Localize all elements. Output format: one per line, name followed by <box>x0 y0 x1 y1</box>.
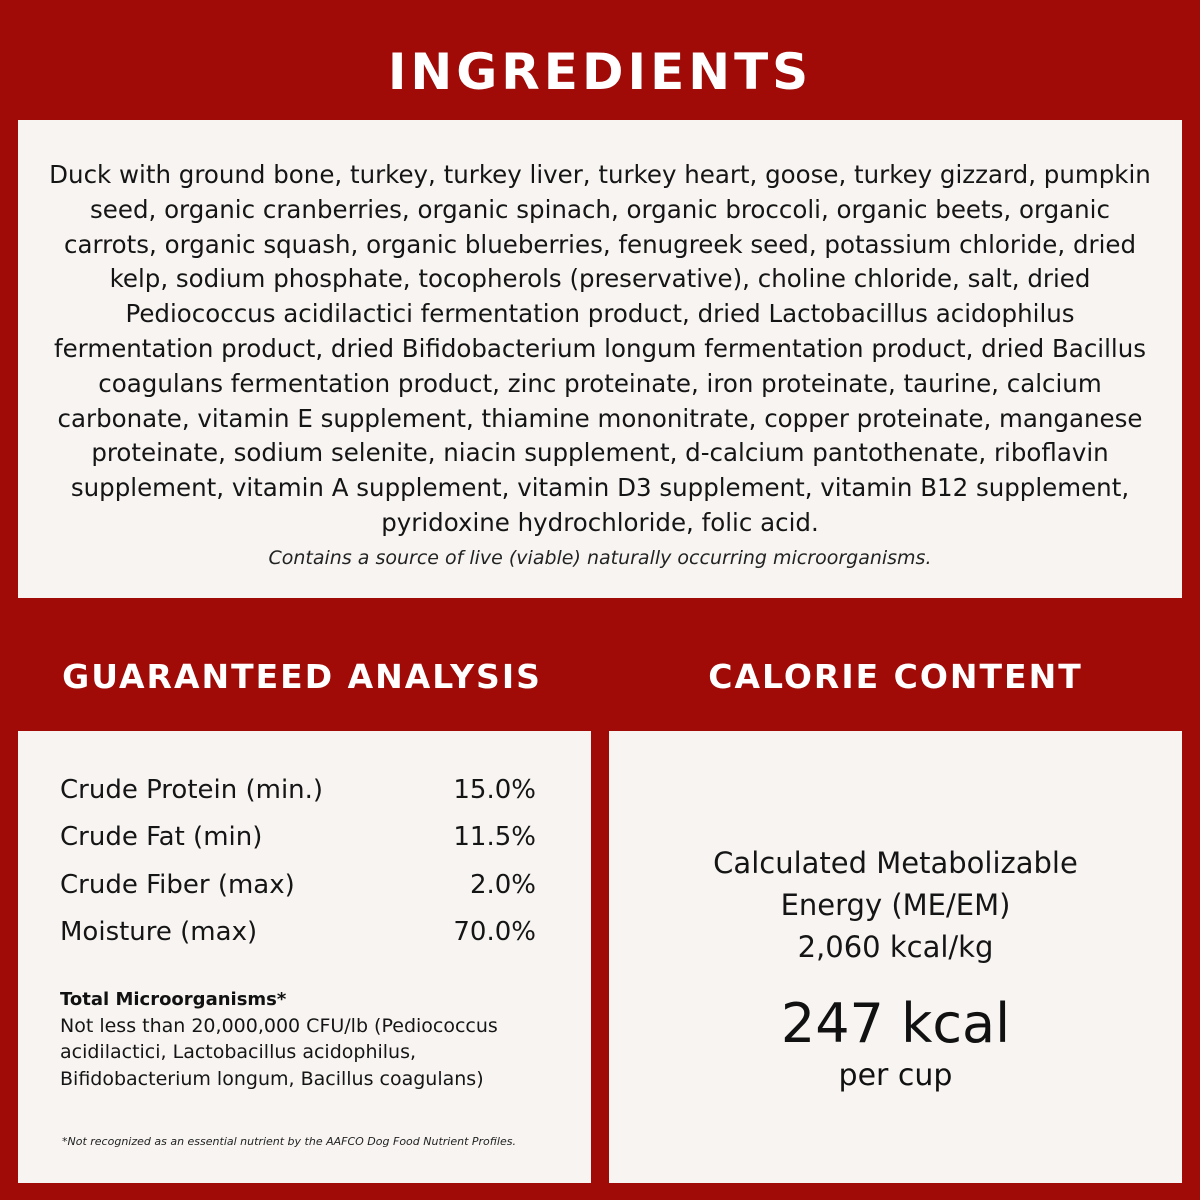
analysis-row-protein <box>60 767 536 814</box>
analysis-label: Moisture (max) <box>60 917 258 948</box>
analysis-row-moisture <box>60 909 536 956</box>
calorie-unit: per cup <box>838 1058 953 1093</box>
analysis-value: 2.0% <box>469 869 536 900</box>
analysis-row-fat <box>60 814 536 861</box>
analysis-label: Crude Fat (min) <box>60 822 263 853</box>
calorie-per-kg: 2,060 kcal/kg <box>797 930 994 964</box>
aafco-footnote: *Not recognized as an essential nutrient by the AAFCO Dog Food Nutrient Profiles. <box>62 1135 516 1148</box>
ingredients-note: Contains a source of live (viable) naturally occurring microorganisms. <box>268 546 932 569</box>
calorie-description-line: Calculated Metabolizable <box>713 846 1078 880</box>
analysis-value: 11.5% <box>453 822 536 853</box>
calorie-value: 247 kcal <box>780 992 1011 1055</box>
calorie-description-line: Energy (ME/EM) <box>780 888 1011 922</box>
calorie-description <box>609 842 1182 968</box>
ingredients-title: INGREDIENTS <box>387 43 813 101</box>
ingredients-list: Duck with ground bone, turkey, turkey liver, turkey heart, goose, turkey gizzard, pumpkin seed, organic cranberries, organic spinach, organic broccoli, organic beets, organic carrots, organic squash, organic blueberries, fenugreek seed, potassium chloride, dried kelp, sodium phosphate, tocopherols (preservative), choline chloride, salt, dried Pediococcus acidilactici fermentation product, dried Lactobacillus acidophilus fermentation product, dried Bifidobacterium longum fermentation product, dried Bacillus coagulans fermentation product, zinc proteinate, iron proteinate, taurine, calcium carbonate, vitamin E supplement, thiamine mononitrate, copper proteinate, manganese proteinate, sodium selenite, niacin supplement, d-calcium pantothenate, riboflavin supplement, vitamin A supplement, vitamin D3 supplement, vitamin B12 supplement, pyridoxine hydrochloride, folic acid. <box>49 160 1151 537</box>
microorganisms-text: Not less than 20,000,000 CFU/lb (Pediococcus acidilactici, Lactobacillus acidophilus, Bifidobacterium longum, Bacillus coagulans) <box>60 1014 498 1090</box>
analysis-row-fiber <box>60 862 536 909</box>
guaranteed-analysis-title: GUARANTEED ANALYSIS <box>62 657 542 696</box>
microorganisms-title: Total Microorganisms* <box>60 988 287 1010</box>
ingredients-panel <box>18 120 1182 598</box>
analysis-value: 15.0% <box>453 775 536 805</box>
analysis-label: Crude Protein (min.) <box>60 775 324 805</box>
calorie-content-panel <box>609 731 1182 1183</box>
calorie-content-title: CALORIE CONTENT <box>708 657 1083 696</box>
analysis-value: 70.0% <box>453 917 536 948</box>
analysis-label: Crude Fiber (max) <box>60 869 295 900</box>
guaranteed-analysis-panel <box>18 731 591 1183</box>
